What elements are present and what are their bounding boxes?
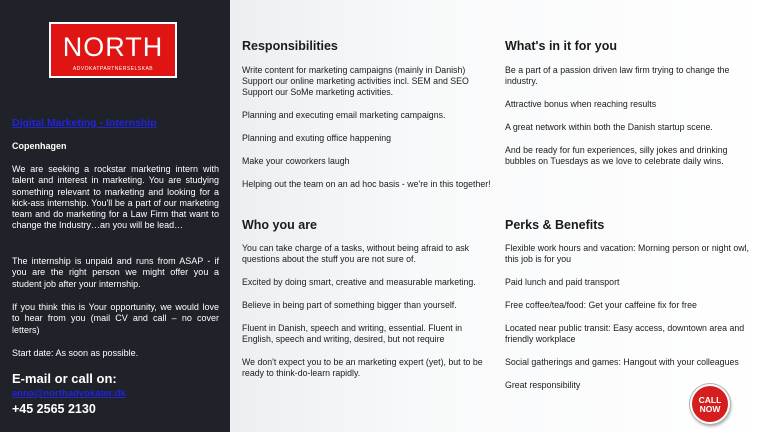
perks-section	[505, 218, 755, 391]
responsibilities-section	[242, 39, 492, 190]
list-item: Flexible work hours and vacation: Morning person or night owl, this job is for you	[505, 243, 749, 264]
now-label: NOW	[699, 404, 721, 414]
contact-email-link[interactable]: anna@northadvokater.dk	[12, 388, 126, 399]
job-title-link[interactable]: Digital Marketing - Internship	[12, 117, 157, 129]
list-item: Believe in being part of something bigger than yourself.	[242, 300, 457, 310]
list-item: A great network within both the Danish startup scene.	[505, 122, 713, 132]
call-now-button[interactable]	[690, 384, 730, 424]
job-location: Copenhagen	[12, 141, 67, 151]
list-item: Planning and exuting office happening	[242, 133, 392, 143]
list-item: Be a part of a passion driven law firm trying to change the industry.	[505, 65, 730, 86]
call-label: CALL	[698, 395, 722, 405]
list-item: Located near public transit: Easy access, downtown area and friendly workplace	[505, 323, 745, 344]
section-heading: Who you are	[242, 218, 318, 232]
intro-paragraph: We are seeking a rockstar marketing intern with talent and interest in marketing. You are studying something relevant to marketing and looking for a kick-ass internship. You'll be a part of our marketing team and do marketing for a Law Firm that want to change the Industry…an you will be lead…	[12, 164, 219, 231]
list-item: Free coffee/tea/food: Get your caffeine fix for free	[505, 300, 697, 310]
section-heading: Perks & Benefits	[505, 218, 605, 232]
list-item: Social gatherings and games: Hangout with your colleagues	[505, 357, 739, 367]
list-item: And be ready for fun experiences, silly jokes and drinking bubbles on Tuesdays as we love to celebrate daily wins.	[505, 145, 728, 166]
list-item: Make your coworkers laugh	[242, 156, 350, 166]
list-item: Planning and executing email marketing campaigns.	[242, 110, 446, 120]
contact-phone: +45 2565 2130	[12, 402, 96, 416]
sidebar	[0, 0, 230, 432]
list-item: Paid lunch and paid transport	[505, 277, 620, 287]
list-item: You can take charge of a tasks, without being afraid to ask questions about the stuff you are not sure of.	[242, 243, 470, 264]
list-item: Helping out the team on an ad hoc basis - we're in this together!	[242, 179, 491, 189]
list-item: Attractive bonus when reaching results	[505, 99, 657, 109]
who-you-are-section	[242, 218, 492, 379]
start-date: Start date: As soon as possible.	[12, 348, 139, 358]
list-item: Excited by doing smart, creative and measurable marketing.	[242, 277, 476, 287]
internship-paragraph: The internship is unpaid and runs from ASAP - if you are the right person we might offer you a student job after your internship.	[12, 256, 219, 289]
list-item: Fluent in Danish, speech and writing, essential. Fluent in English, speech and writing, desired, but not require	[242, 323, 463, 344]
company-logo	[49, 22, 177, 78]
logo-name: NORTH	[62, 32, 164, 62]
whats-in-it-section	[505, 39, 755, 167]
logo-subtitle: ADVOKATPARTNERSELSKAB	[72, 66, 154, 72]
list-item: Great responsibility	[505, 380, 581, 390]
contact-heading: E-mail or call on:	[12, 371, 117, 386]
section-heading: What's in it for you	[505, 39, 617, 53]
section-heading: Responsibilities	[242, 39, 338, 53]
list-item: Write content for marketing campaigns (mainly in Danish) Support our online marketing activities incl. SEM and SEO Support our SoMe marketing activities.	[242, 65, 469, 97]
list-item: We don't expect you to be an marketing expert (yet), but to be ready to think-do-learn rapidly.	[242, 357, 483, 378]
apply-paragraph: If you think this is Your opportunity, we would love to hear from you (mail CV and call – no cover letters)	[12, 302, 219, 335]
